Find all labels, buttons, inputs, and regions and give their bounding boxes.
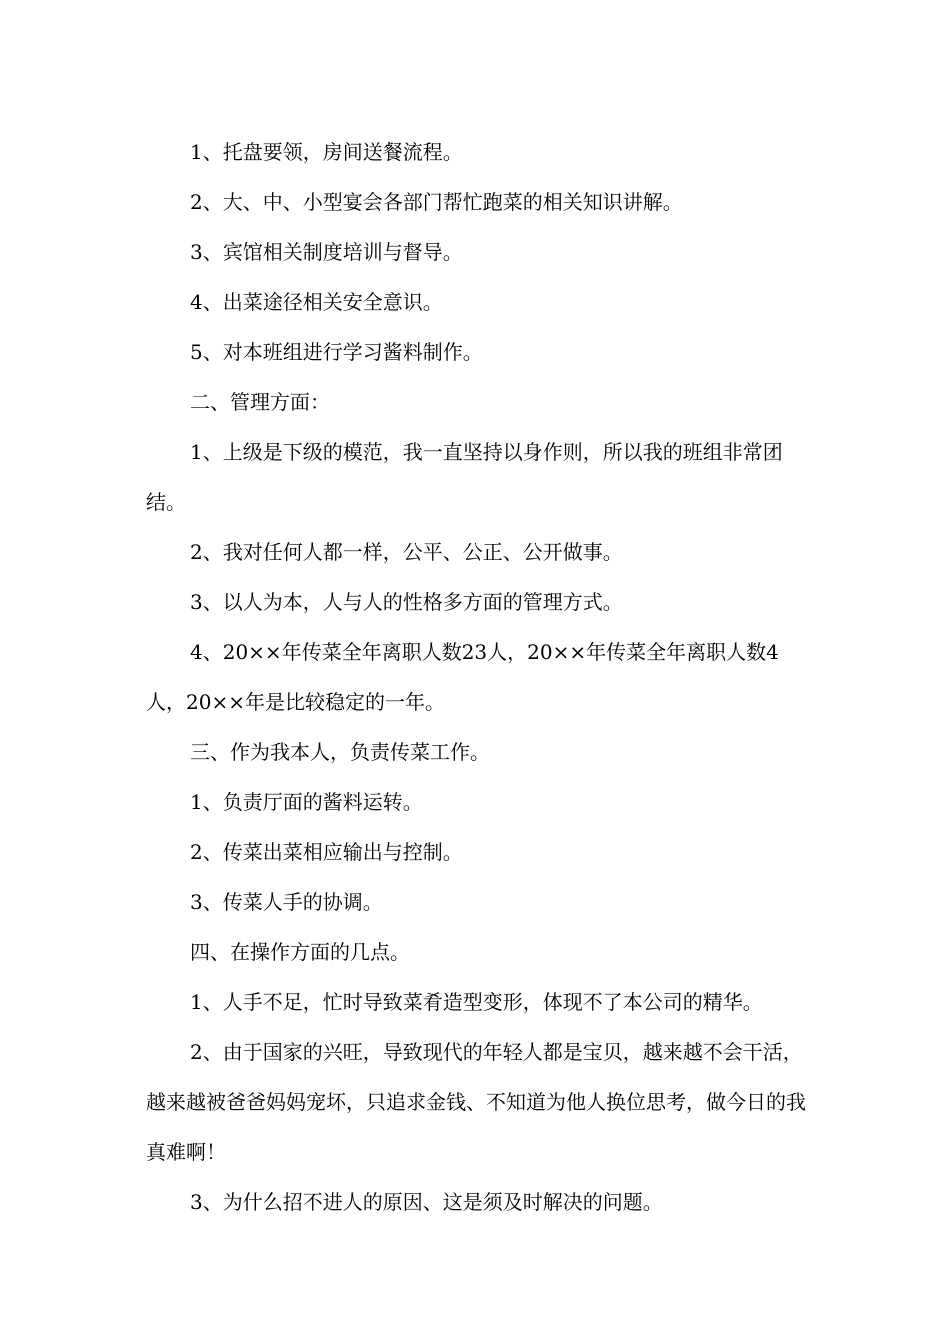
paragraph-7: 1、上级是下级的模范，我一直坚持以身作则，所以我的班组非常团结。	[146, 440, 783, 514]
paragraph-9: 3、以人为本，人与人的性格多方面的管理方式。	[190, 590, 623, 614]
paragraph-3: 3、宾馆相关制度培训与督导。	[190, 240, 463, 264]
paragraph-4: 4、出菜途径相关安全意识。	[190, 290, 443, 314]
paragraph-12: 1、负责厅面的酱料运转。	[190, 790, 423, 814]
section-heading-management: 二、管理方面：	[190, 390, 330, 414]
document-body	[146, 127, 816, 1227]
paragraph-8: 2、我对任何人都一样，公平、公正、公开做事。	[190, 540, 623, 564]
paragraph-1: 1、托盘要领，房间送餐流程。	[190, 140, 463, 164]
paragraph-5: 5、对本班组进行学习酱料制作。	[190, 340, 483, 364]
paragraph-10: 4、20××年传菜全年离职人数23人，20××年传菜全年离职人数4人，20××年是比较稳定的一年。	[146, 640, 779, 714]
paragraph-18: 3、为什么招不进人的原因、这是须及时解决的问题。	[190, 1190, 663, 1214]
paragraph-13: 2、传菜出菜相应输出与控制。	[190, 840, 463, 864]
section-heading-operations: 四、在操作方面的几点。	[190, 940, 410, 964]
section-heading-personal: 三、作为我本人，负责传菜工作。	[190, 740, 490, 764]
paragraph-16: 1、人手不足，忙时导致菜肴造型变形，体现不了本公司的精华。	[190, 990, 763, 1014]
paragraph-14: 3、传菜人手的协调。	[190, 890, 383, 914]
paragraph-2: 2、大、中、小型宴会各部门帮忙跑菜的相关知识讲解。	[190, 190, 683, 214]
paragraph-17: 2、由于国家的兴旺，导致现代的年轻人都是宝贝，越来越不会干活，越来越被爸爸妈妈宠坏，只追求金钱、不知道为他人换位思考，做今日的我真难啊！	[146, 1040, 806, 1164]
